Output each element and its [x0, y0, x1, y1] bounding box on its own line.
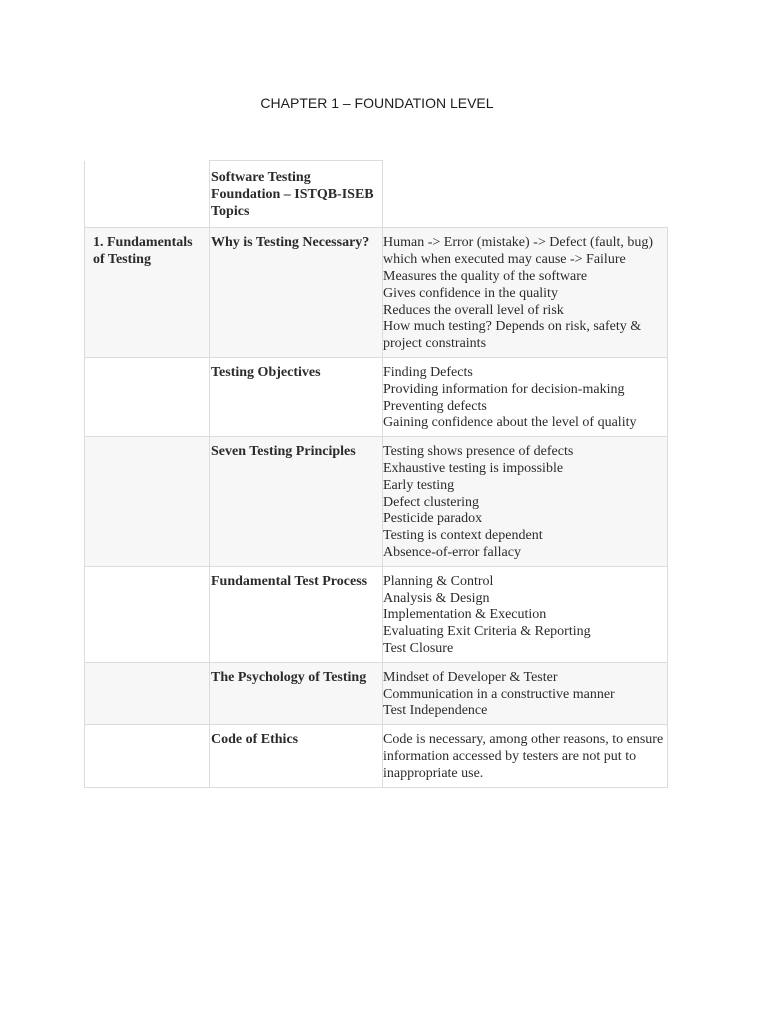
page-title: CHAPTER 1 – FOUNDATION LEVEL: [260, 95, 494, 111]
section-cell: [85, 725, 210, 787]
detail-line: Providing information for decision-making: [383, 381, 625, 397]
detail-line: Analysis & Design: [383, 590, 490, 606]
detail-line: Human -> Error (mistake) -> Defect (fault, bug) which when executed may cause -> Failure: [383, 235, 654, 268]
header-cell-topic: Software Testing Foundation – ISTQB-ISEB Topics: [210, 161, 383, 228]
topic-cell: Why is Testing Necessary?: [210, 228, 383, 358]
header-cell-details: [383, 161, 668, 228]
detail-line: Test Independence: [383, 703, 488, 719]
detail-line: Testing is context dependent: [383, 528, 543, 544]
detail-line: Gaining confidence about the level of quality: [383, 415, 637, 431]
topic-cell: Seven Testing Principles: [210, 437, 383, 567]
detail-line: Mindset of Developer & Tester: [383, 669, 558, 685]
detail-line: Code is necessary, among other reasons, to ensure information accessed by testers are not put to inappropriate use.: [383, 732, 664, 781]
topics-table: [84, 160, 668, 788]
detail-line: Testing shows presence of defects: [383, 444, 574, 460]
table-row: [85, 228, 668, 358]
section-cell: 1. Fundamentals of Testing: [85, 228, 210, 358]
details-cell: [383, 662, 668, 724]
details-cell: [383, 437, 668, 567]
section-cell: [85, 437, 210, 567]
table-row: [85, 662, 668, 724]
table-header-row: [85, 161, 668, 228]
detail-line: Reduces the overall level of risk: [383, 302, 564, 318]
detail-line: Implementation & Execution: [383, 607, 547, 623]
topic-cell: Testing Objectives: [210, 357, 383, 436]
details-cell: [383, 357, 668, 436]
detail-line: Absence-of-error fallacy: [383, 544, 521, 560]
table-row: [85, 437, 668, 567]
detail-line: Finding Defects: [383, 364, 473, 380]
table-row: [85, 725, 668, 787]
table-row: [85, 357, 668, 436]
header-cell-section: [85, 161, 210, 228]
detail-line: Preventing defects: [383, 398, 487, 414]
detail-line: Gives confidence in the quality: [383, 285, 558, 301]
details-cell: [383, 725, 668, 787]
detail-line: Planning & Control: [383, 573, 494, 589]
detail-line: Pesticide paradox: [383, 511, 483, 527]
detail-line: Exhaustive testing is impossible: [383, 460, 564, 476]
details-cell: [383, 566, 668, 662]
detail-line: Evaluating Exit Criteria & Reporting: [383, 624, 591, 640]
section-cell: [85, 662, 210, 724]
topic-cell: The Psychology of Testing: [210, 662, 383, 724]
details-cell: [383, 228, 668, 358]
detail-line: How much testing? Depends on risk, safety & project constraints: [383, 319, 642, 352]
topic-cell: Code of Ethics: [210, 725, 383, 787]
topic-cell: Fundamental Test Process: [210, 566, 383, 662]
section-cell: [85, 566, 210, 662]
detail-line: Measures the quality of the software: [383, 268, 588, 284]
section-cell: [85, 357, 210, 436]
detail-line: Defect clustering: [383, 494, 480, 510]
detail-line: Test Closure: [383, 640, 454, 656]
table-row: [85, 566, 668, 662]
detail-line: Communication in a constructive manner: [383, 686, 615, 702]
detail-line: Early testing: [383, 477, 455, 493]
